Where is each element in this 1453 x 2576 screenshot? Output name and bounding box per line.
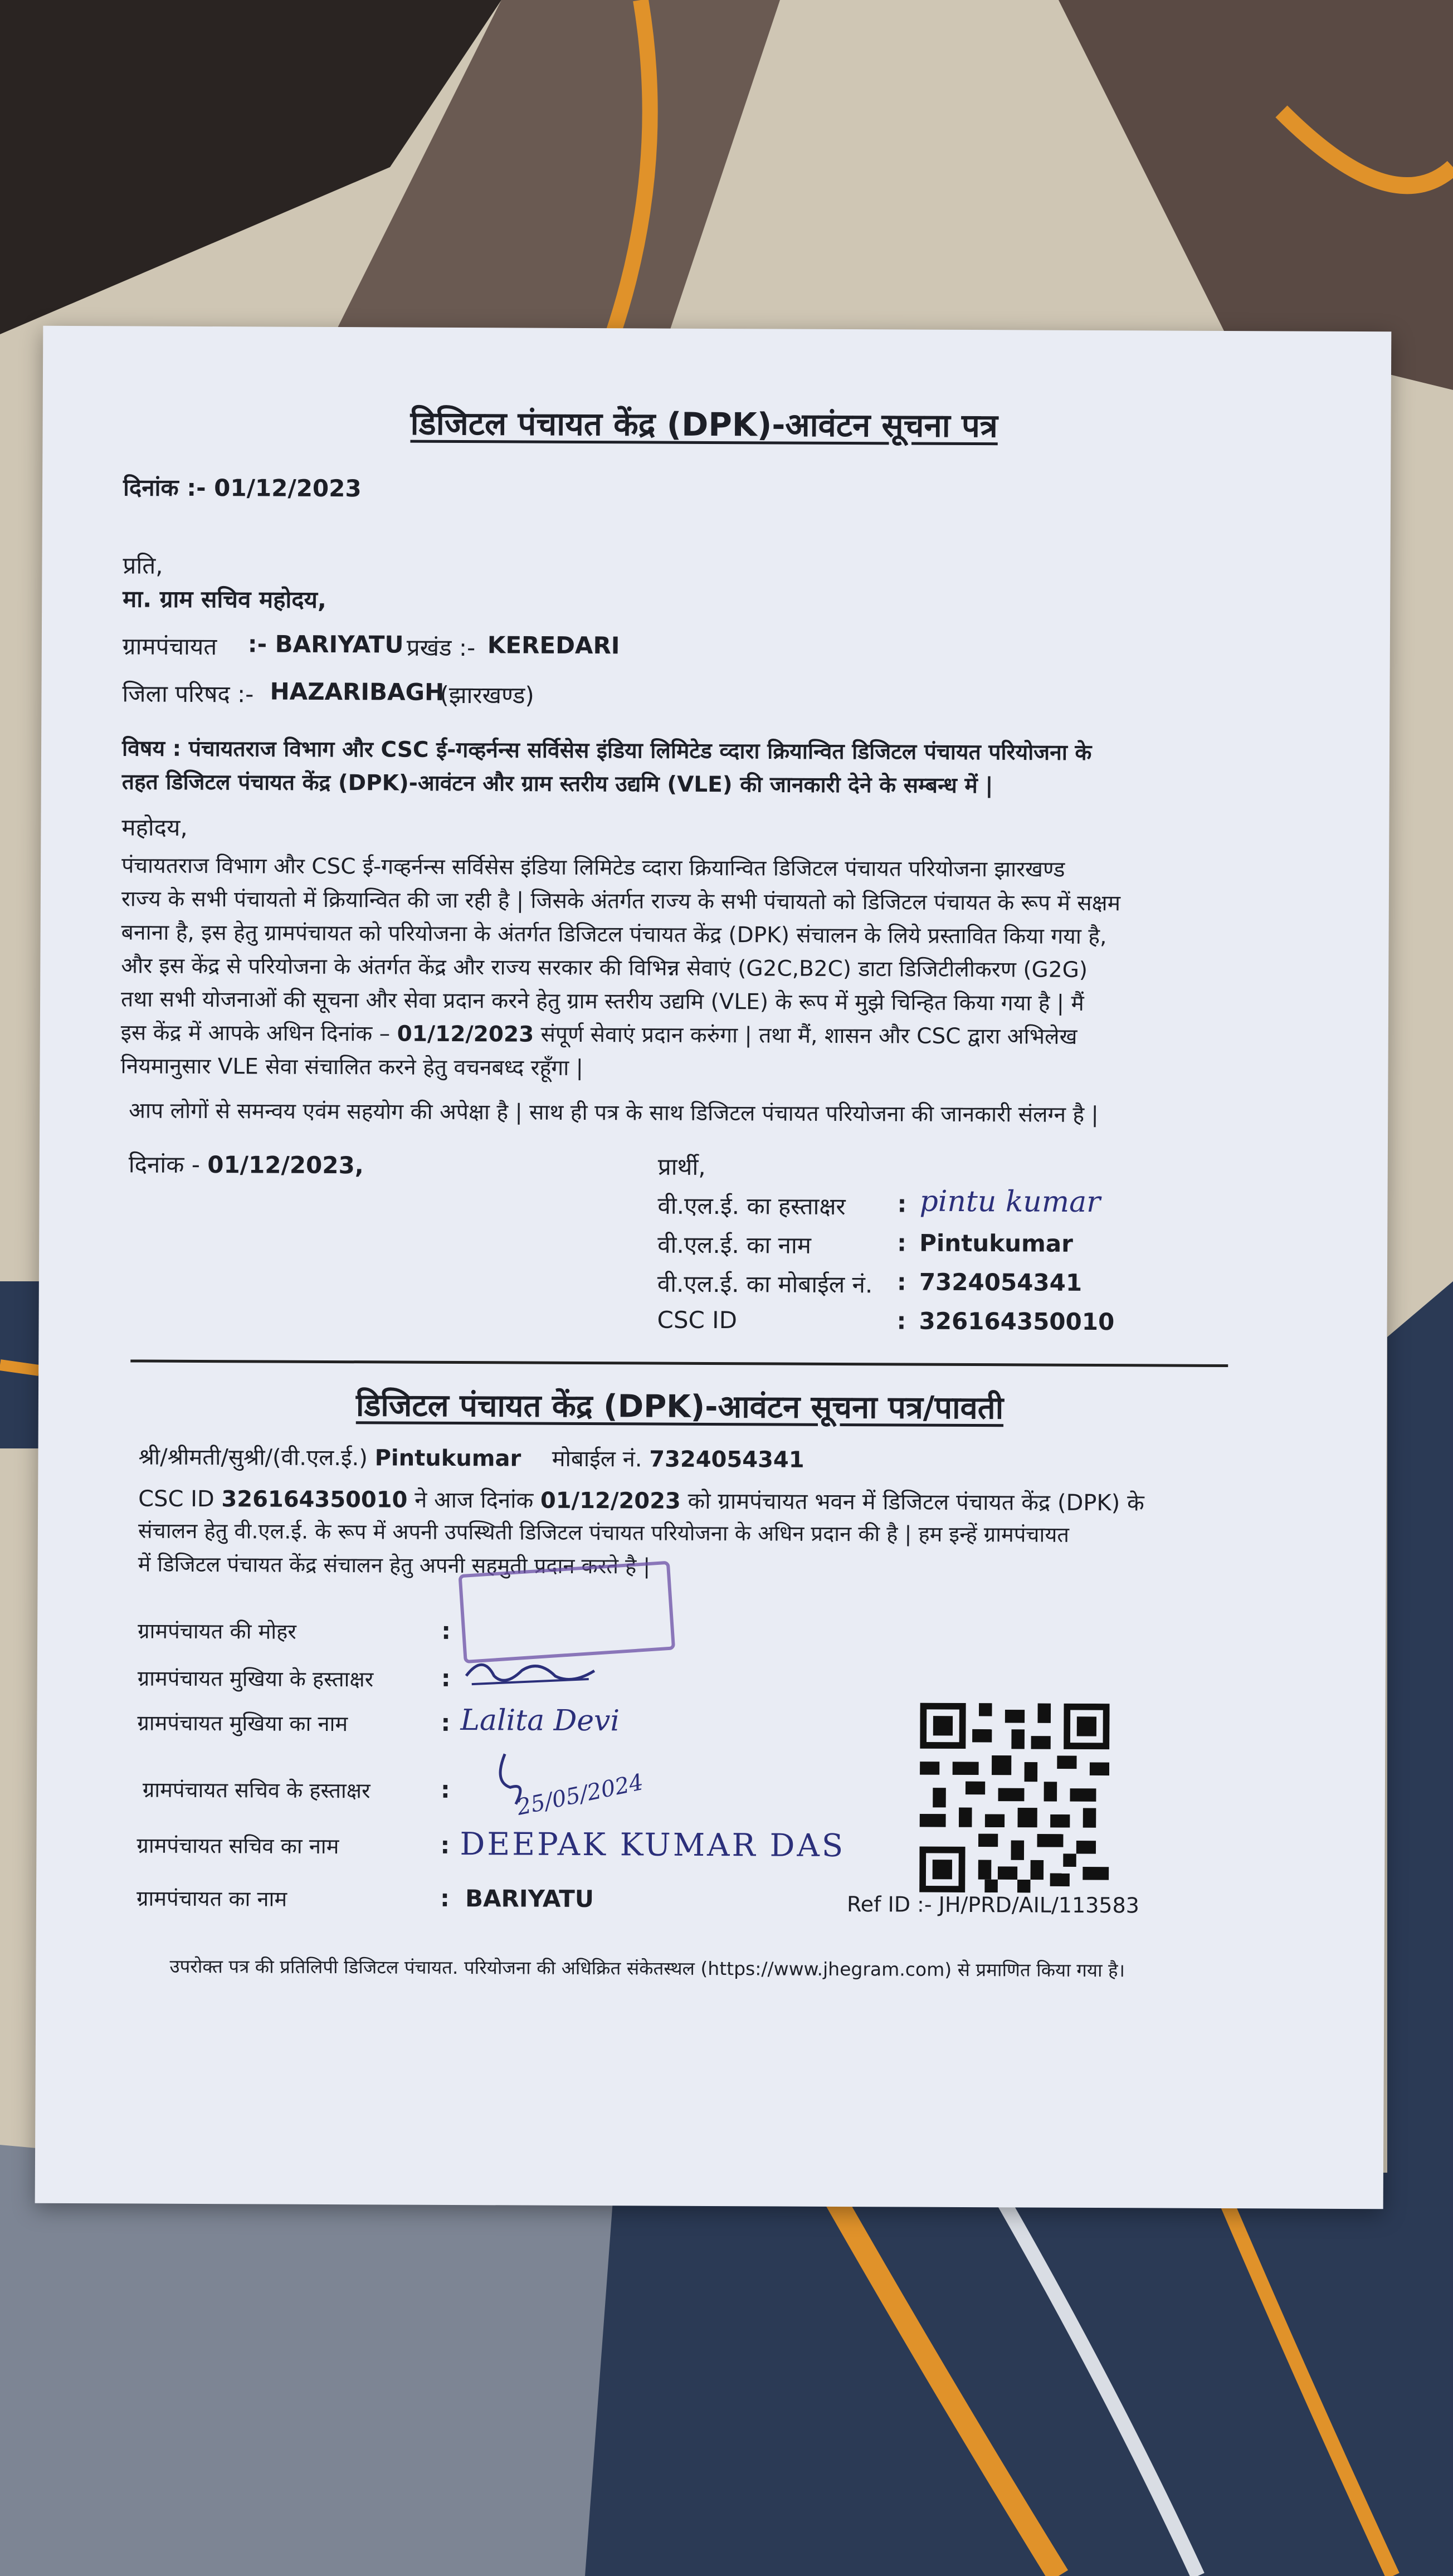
bottom-para-line-2: संचालन हेतु वी.एल.ई. के रूप में अपनी उपस्थिती डिजिटल पंचायत परियोजना के अधिन प्रदान की है | हम इन्हें ग्रामपंचायत — [138, 1518, 1070, 1547]
mukhiya-name-value: Lalita Devi — [460, 1704, 620, 1738]
date2-value: 01/12/2023, — [207, 1151, 364, 1179]
section-divider — [130, 1359, 1228, 1367]
applicant-label: प्रार्थी, — [657, 1153, 706, 1180]
vle-signature: pintu kumar — [919, 1184, 1101, 1219]
bottom-vle-name: Pintukumar — [374, 1445, 521, 1472]
qr-code — [919, 1703, 1109, 1893]
top-title: डिजिटल पंचायत केंद्र (DPK)-आवंटन सूचना पत्र — [410, 404, 998, 445]
gp-name-label: ग्रामपंचायत का नाम — [136, 1886, 287, 1911]
body-line-6 — [121, 1017, 1077, 1050]
vle-sig-label: वी.एल.ई. का हस्ताक्षर — [657, 1192, 846, 1221]
bottom-line1-a: ने आज दिनांक — [415, 1487, 534, 1514]
vle-sig-colon: : — [897, 1190, 907, 1218]
body-line-6a: इस केंद्र में आपके अधिन दिनांक – — [120, 1020, 391, 1047]
sachiv-sig-label: ग्रामपंचायत सचिव के हस्ताक्षर — [142, 1777, 370, 1803]
csc-id-value: 326164350010 — [919, 1307, 1115, 1336]
bottom-line1-b: को ग्रामपंचायत भवन में डिजिटल पंचायत केंद्र (DPK) के — [688, 1488, 1144, 1516]
body-line-6c: संपूर्ण सेवाएं प्रदान करुंगा | तथा मैं, शासन और CSC द्वारा अभिलेख — [540, 1022, 1077, 1050]
mukhiya-sig-colon: : — [441, 1664, 451, 1692]
mukhiya-name-colon: : — [441, 1709, 451, 1736]
vle-mobile-label: वी.एल.ई. का मोबाईल नं. — [657, 1270, 873, 1299]
vle-name-value: Pintukumar — [919, 1229, 1074, 1257]
shri-label: श्री/श्रीमती/सुश्री/(वी.एल.ई.) — [138, 1444, 368, 1471]
mukhiya-name-label: ग्रामपंचायत मुखिया का नाम — [137, 1710, 348, 1736]
subject-line-1: विषय : पंचायतराज विभाग और CSC ई-गव्हर्नन्स सर्विसेस इंडिया लिमिटेड व्दारा क्रियान्वित डिजिटल पंचायत परियोजना के — [121, 736, 1092, 765]
bottom-line1-date: 01/12/2023 — [540, 1487, 681, 1514]
addressee-text: मा. ग्राम सचिव महोदय, — [123, 585, 327, 613]
gp-value: :- BARIYATU — [247, 630, 404, 658]
vle-name-colon: : — [897, 1229, 907, 1257]
letter-page — [35, 326, 1392, 2209]
sachiv-name-label: ग्रामपंचायत सचिव का नाम — [136, 1833, 339, 1859]
vle-mobile-colon: : — [896, 1268, 906, 1296]
gp-name-colon: : — [440, 1884, 450, 1912]
sachiv-name-value: DEEPAK KUMAR DAS — [460, 1826, 846, 1865]
vle-line — [138, 1441, 804, 1474]
sachiv-sig-date: 25/05/2024 — [514, 1769, 646, 1821]
bottom-mobile-value: 7324054341 — [649, 1446, 804, 1473]
salutation: महोदय, — [121, 813, 188, 841]
seal-colon: : — [441, 1617, 451, 1645]
footer-note: उपरोक्त पत्र की प्रतिलिपी डिजिटल पंचायत. परियोजना की अधिक्रित संकेतस्थल (https://www.jhegram.com) से प्रमाणित किया गया है। — [169, 1955, 1125, 1982]
bottom-title: डिजिटल पंचायत केंद्र (DPK)-आवंटन सूचना पत्र/पावती — [355, 1387, 1004, 1427]
date2 — [129, 1148, 364, 1180]
body-line-7: नियमानुसार VLE सेवा संचालित करने हेतु वचनबध्द रहूँगा | — [120, 1053, 583, 1081]
prati-text: प्रति, — [123, 552, 163, 579]
top-date: दिनांक :- 01/12/2023 — [123, 474, 362, 502]
body-line-3: बनाना है, इस हेतु ग्रामपंचायत को परियोजना के अंतर्गत डिजिटल पंचायत केंद्र (DPK) संचालन के लिये प्रस्तावित किया गया है, — [121, 920, 1107, 950]
ref-id: Ref ID :- JH/PRD/AIL/113583 — [846, 1892, 1139, 1918]
panchayat-seal-stamp — [458, 1561, 675, 1664]
seal-label: ग्रामपंचायत की मोहर — [138, 1618, 296, 1644]
mukhiya-sig-label: ग्रामपंचायत मुखिया के हस्ताक्षर — [137, 1666, 374, 1692]
vle-mobile-value: 7324054341 — [919, 1268, 1083, 1296]
district-value: HAZARIBAGH — [270, 677, 445, 706]
body-line-4: और इस केंद्र से परियोजना के अंतर्गत केंद्र और राज्य सरकार की विभिन्न सेवाएं (G2C,B2C) डाटा डिजिटीलीकरण (G2G) — [121, 953, 1088, 983]
subject-line-2: तहत डिजिटल पंचायत केंद्र (DPK)-आवंटन और ग्राम स्तरीय उद्यमि (VLE) की जानकारी देने के सम्बन्ध में | — [121, 769, 993, 799]
date2-label: दिनांक - — [128, 1150, 201, 1178]
body-line-1: पंचायतराज विभाग और CSC ई-गव्हर्नन्स सर्विसेस इंडिया लिमिटेड व्दारा क्रियान्वित डिजिटल पंचायत परियोजना झारखण्ड — [121, 853, 1065, 882]
sachiv-name-colon: : — [440, 1831, 450, 1859]
gp-name-value: BARIYATU — [465, 1885, 594, 1913]
cooperation-line: आप लोगों से समन्वय एवंम सहयोग की अपेक्षा है | साथ ही पत्र के साथ डिजिटल पंचायत परियोजना की जानकारी संलग्न है | — [129, 1098, 1099, 1128]
bottom-mobile-label: मोबाईल नं. — [552, 1446, 642, 1472]
vle-name-label: वी.एल.ई. का नाम — [657, 1231, 812, 1259]
body-line-5: तथा सभी योजनाओं की सूचना और सेवा प्रदान करने हेतु ग्राम स्तरीय उद्यमि (VLE) के रूप में मुझे चिन्हित किया गया है | मैं — [120, 987, 1084, 1016]
district-state: (झारखण्ड) — [440, 681, 534, 709]
body-line-2: राज्य के सभी पंचायतो में क्रियान्वित की जा रही है | जिसके अंतर्गत राज्य के सभी पंचायतो को डिजिटल पंचायत के रूप में सक्षम — [121, 886, 1121, 916]
csc-id-label: CSC ID — [657, 1306, 738, 1334]
bottom-csc-value: 326164350010 — [221, 1486, 408, 1513]
block-label: प्रखंड :- — [406, 633, 476, 662]
bottom-para-line-3: में डिजिटल पंचायत केंद्र संचालन हेतु अपनी सहमुती प्रदान करते है | — [138, 1552, 651, 1579]
sachiv-sig-colon: : — [440, 1775, 450, 1803]
block-value: KEREDARI — [487, 631, 620, 660]
body-line-6-date: 01/12/2023 — [397, 1021, 534, 1047]
mukhiya-signature — [461, 1653, 606, 1693]
district-label: जिला परिषद :- — [122, 680, 254, 708]
bottom-csc-label: CSC ID — [138, 1486, 214, 1513]
bottom-para-line-1 — [138, 1482, 1144, 1518]
csc-id-colon: : — [896, 1307, 906, 1335]
gp-label: ग्रामपंचायत — [122, 632, 217, 661]
